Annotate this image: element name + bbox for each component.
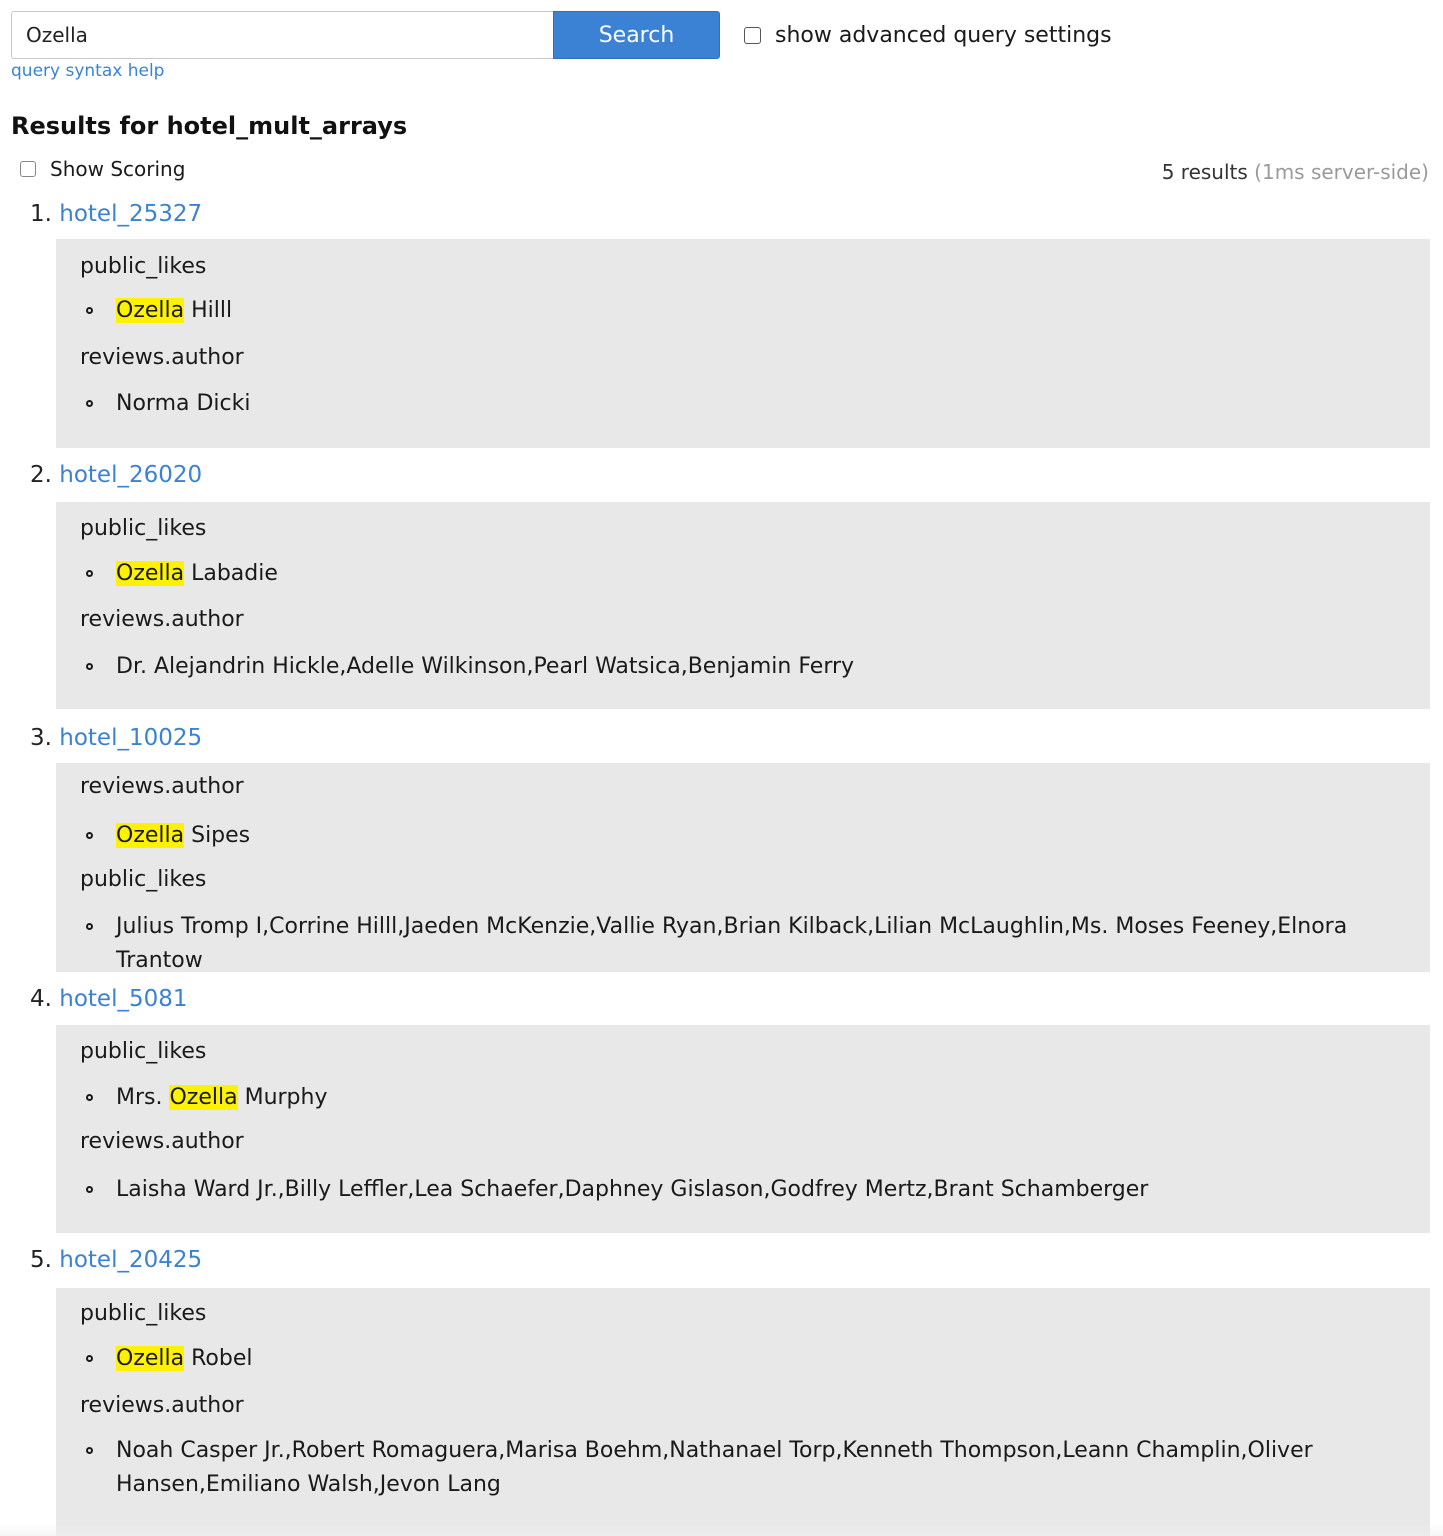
bottom-edge — [0, 1524, 1443, 1536]
bullet-icon — [86, 400, 93, 407]
result-title — [30, 986, 188, 1012]
field-name: reviews.author — [80, 1393, 244, 1418]
result-body — [56, 1025, 1430, 1233]
field-name: public_likes — [80, 1301, 207, 1326]
advanced-settings-label: show advanced query settings — [775, 22, 1112, 48]
search-bar — [11, 11, 1112, 59]
result-link[interactable]: hotel_20425 — [59, 1247, 203, 1273]
bullet-icon — [86, 663, 93, 670]
field-name: reviews.author — [80, 774, 244, 799]
field-name: public_likes — [80, 1039, 207, 1064]
result-link[interactable]: hotel_26020 — [59, 462, 203, 488]
field-name: reviews.author — [80, 1129, 244, 1154]
result-number: 5. — [30, 1247, 52, 1273]
result-title — [30, 725, 202, 751]
bullet-icon — [86, 1447, 93, 1454]
search-input[interactable] — [11, 11, 553, 59]
bullet-icon — [86, 1186, 93, 1193]
field-name: reviews.author — [80, 345, 244, 370]
result-link[interactable]: hotel_5081 — [59, 986, 188, 1012]
field-value: Dr. Alejandrin Hickle,Adelle Wilkinson,Pearl Watsica,Benjamin Ferry — [80, 650, 1410, 684]
result-title — [30, 462, 202, 488]
bullet-icon — [86, 923, 93, 930]
search-button[interactable]: Search — [553, 11, 720, 59]
result-number: 3. — [30, 725, 52, 751]
highlight-match: Ozella — [116, 1346, 185, 1371]
show-scoring-checkbox[interactable] — [20, 161, 36, 177]
results-count-value: 5 results — [1161, 160, 1248, 184]
result-title — [30, 201, 202, 227]
field-value: Ozella Sipes — [80, 819, 1410, 853]
field-name: public_likes — [80, 867, 207, 892]
result-number: 4. — [30, 986, 52, 1012]
result-link[interactable]: hotel_25327 — [59, 201, 203, 227]
highlight-match: Ozella — [116, 561, 185, 586]
bullet-icon — [86, 1355, 93, 1362]
result-title — [30, 1247, 202, 1273]
advanced-settings-toggle[interactable] — [744, 23, 1112, 48]
bullet-icon — [86, 307, 93, 314]
result-number: 1. — [30, 201, 52, 227]
field-name: public_likes — [80, 516, 207, 541]
result-body — [56, 763, 1430, 972]
bullet-icon — [86, 832, 93, 839]
field-value: Laisha Ward Jr.,Billy Leffler,Lea Schaefer,Daphney Gislason,Godfrey Mertz,Brant Schamberger — [80, 1173, 1410, 1207]
result-number: 2. — [30, 462, 52, 488]
field-name: public_likes — [80, 254, 207, 279]
bullet-icon — [86, 570, 93, 577]
result-link[interactable]: hotel_10025 — [59, 725, 203, 751]
field-value: Noah Casper Jr.,Robert Romaguera,Marisa Boehm,Nathanael Torp,Kenneth Thompson,Leann Champlin,Oliver Hansen,Emiliano Walsh,Jevon Lang — [80, 1434, 1410, 1502]
result-body — [56, 502, 1430, 709]
results-timing: (1ms server-side) — [1254, 160, 1429, 184]
field-value: Mrs. Ozella Murphy — [80, 1081, 1410, 1115]
field-value: Ozella Robel — [80, 1342, 1410, 1376]
field-value: Julius Tromp I,Corrine Hilll,Jaeden McKenzie,Vallie Ryan,Brian Kilback,Lilian McLaughlin,Ms. Moses Feeney,Elnora Trantow — [80, 910, 1410, 978]
results-count — [1162, 160, 1429, 184]
field-name: reviews.author — [80, 607, 244, 632]
field-value: Norma Dicki — [80, 387, 1410, 421]
results-heading: Results for hotel_mult_arrays — [11, 112, 408, 140]
field-value: Ozella Hilll — [80, 294, 1410, 328]
result-body — [56, 1288, 1430, 1536]
field-value: Ozella Labadie — [80, 557, 1410, 591]
result-body — [56, 239, 1430, 448]
highlight-match: Ozella — [116, 298, 185, 323]
highlight-match: Ozella — [169, 1085, 238, 1110]
bullet-icon — [86, 1094, 93, 1101]
show-scoring-toggle[interactable] — [20, 157, 185, 181]
advanced-settings-checkbox[interactable] — [744, 27, 761, 44]
highlight-match: Ozella — [116, 823, 185, 848]
show-scoring-label: Show Scoring — [50, 157, 186, 181]
query-syntax-help-link[interactable]: query syntax help — [11, 61, 165, 81]
